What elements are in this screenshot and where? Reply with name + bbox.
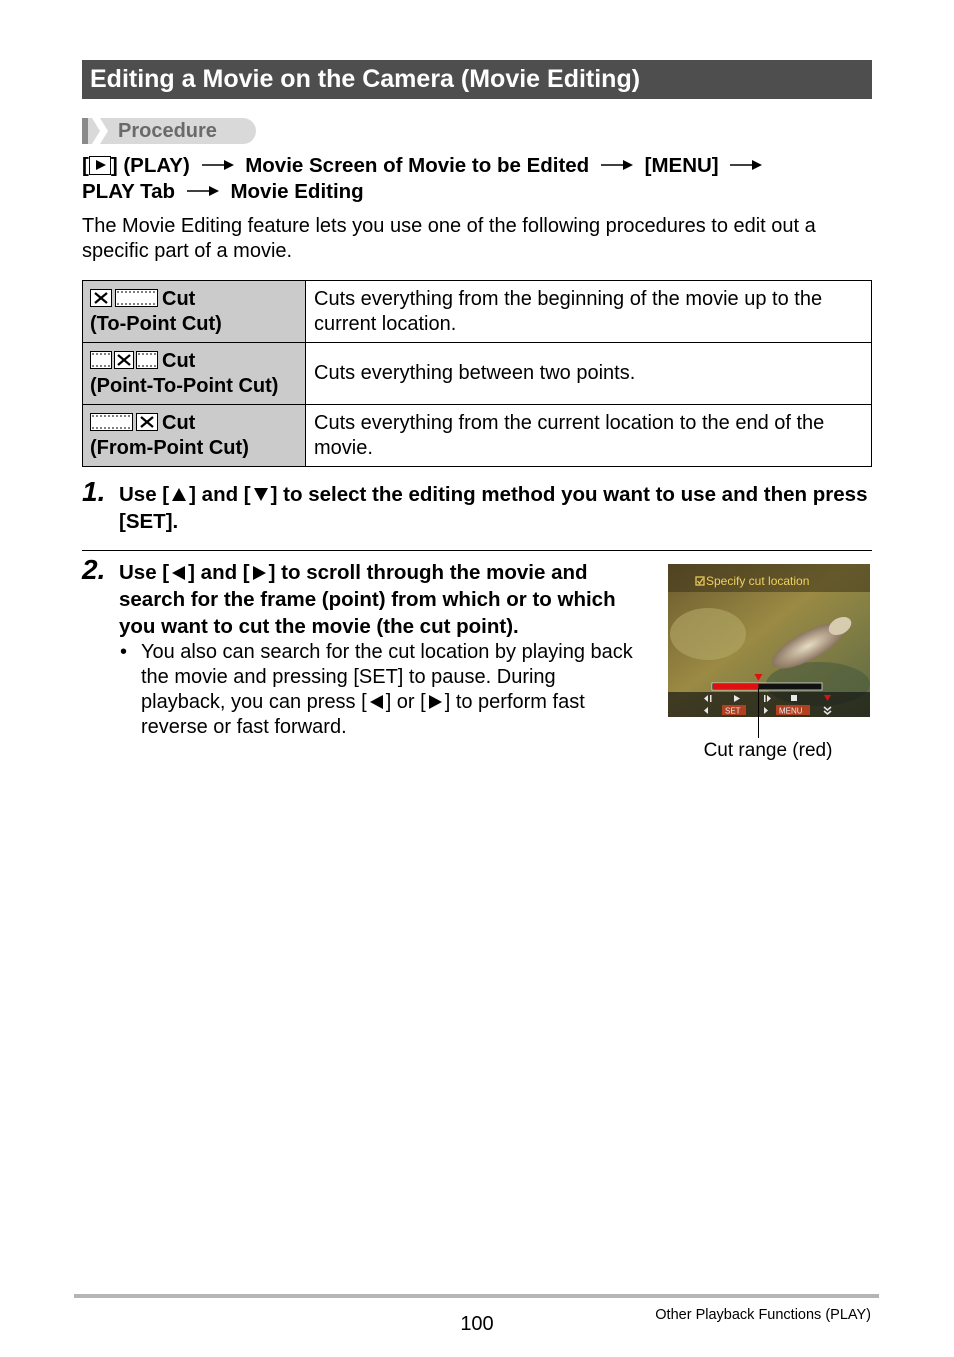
step-1-number: 1.	[82, 476, 106, 507]
cut-description: Cuts everything from the current location to the end of the movie.	[306, 405, 872, 467]
arrow-right-icon	[187, 186, 219, 196]
from-point-cut-icon	[90, 413, 158, 431]
up-arrow-icon	[172, 488, 186, 501]
section-title: Editing a Movie on the Camera (Movie Editing)	[82, 60, 872, 99]
arrow-right-icon	[202, 160, 234, 170]
cut-name: (To-Point Cut)	[90, 312, 222, 335]
footer-rule	[74, 1294, 879, 1298]
step-text-part: Use [	[119, 561, 170, 584]
step-text-part: ] and [	[189, 483, 251, 506]
cut-name: (Point-To-Point Cut)	[90, 374, 279, 397]
cut-types-table	[82, 280, 872, 467]
menu-path	[82, 153, 872, 205]
down-arrow-icon	[254, 488, 268, 501]
cut-range-fill	[713, 684, 758, 689]
note-text	[141, 640, 640, 740]
path-bracket: [	[82, 154, 89, 177]
point-to-point-cut-icon	[90, 351, 158, 369]
step-2-text	[119, 559, 644, 640]
note-part: ] to perform fast reverse or fast forward.	[141, 691, 585, 738]
image-caption: Cut range (red)	[703, 740, 833, 761]
path-movie-editing: Movie Editing	[230, 180, 364, 203]
cut-name-cell	[83, 343, 306, 405]
intro-paragraph: The Movie Editing feature lets you use one of the following procedures to edit out a specific part of a movie.	[82, 215, 816, 262]
bullet-dot: •	[120, 641, 128, 663]
step-text-part: ] and [	[188, 561, 250, 584]
step-2-number: 2.	[82, 554, 106, 585]
caption-leader-line	[758, 688, 759, 738]
set-label: SET	[725, 706, 741, 716]
step-text-part: ] to select the editing method you want to use and then press [SET].	[119, 483, 868, 533]
screen-overlay-text: Specify cut location	[706, 574, 810, 588]
cut-name-cell	[83, 405, 306, 467]
footer-section: Other Playback Functions (PLAY)	[655, 1307, 871, 1323]
path-movie-screen: Movie Screen of Movie to be Edited	[245, 154, 590, 177]
step-divider	[82, 550, 872, 551]
camera-screen-image	[668, 564, 870, 717]
right-arrow-icon	[429, 695, 442, 709]
left-arrow-icon	[172, 566, 185, 580]
table-row	[83, 281, 872, 343]
path-play: ] (PLAY)	[110, 154, 190, 177]
cut-description: Cuts everything from the beginning of the movie up to the current location.	[306, 281, 872, 343]
table-row	[83, 405, 872, 467]
path-play-tab: PLAY Tab	[82, 180, 176, 203]
step-2-note	[120, 640, 640, 740]
table-row	[83, 343, 872, 405]
cut-word: Cut	[162, 349, 196, 372]
note-part: ] or [	[385, 691, 426, 713]
path-menu: [MENU]	[644, 154, 719, 177]
cut-name-cell	[83, 281, 306, 343]
procedure-text: Procedure	[118, 120, 217, 142]
to-point-cut-icon	[90, 289, 158, 307]
step-1-text	[119, 481, 874, 535]
step-text-part: ] to scroll through the movie and search for the frame (point) from which or to which you want to cut the movie (the cut point).	[119, 561, 616, 638]
stop-icon	[791, 695, 797, 701]
cut-word: Cut	[162, 411, 196, 434]
play-icon	[89, 156, 111, 175]
page-number: 100	[460, 1313, 494, 1335]
cut-word: Cut	[162, 287, 196, 310]
step-text-part: Use [	[119, 483, 170, 506]
right-arrow-icon	[253, 566, 266, 580]
arrow-right-icon	[730, 160, 762, 170]
left-arrow-icon	[370, 695, 383, 709]
procedure-label	[82, 118, 256, 144]
cut-name: (From-Point Cut)	[90, 436, 249, 459]
cut-description: Cuts everything between two points.	[306, 343, 872, 405]
arrow-right-icon	[601, 160, 633, 170]
menu-label: MENU	[779, 706, 803, 716]
note-part: You also can search for the cut location by playing back the movie and pressing [SET] to pause. During playback, you can press [	[141, 641, 633, 713]
